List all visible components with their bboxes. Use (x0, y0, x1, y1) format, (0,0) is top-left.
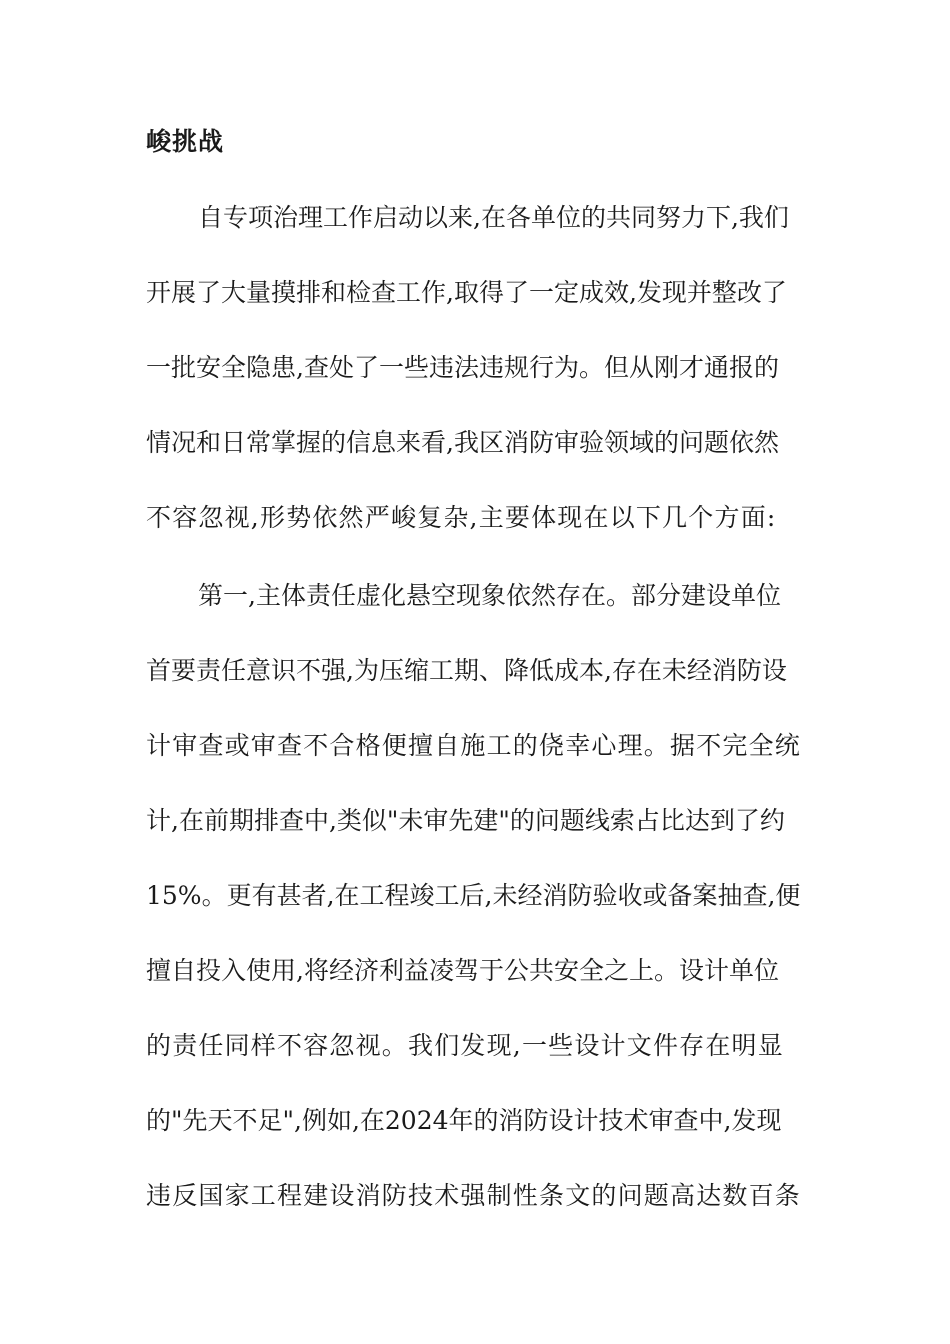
paragraph-1-line-5: 不容忽视,形势依然严峻复杂,主要体现在以下几个方面: (146, 503, 777, 532)
paragraph-2-line-9: 违反国家工程建设消防技术强制性条文的问题高达数百条 (146, 1181, 802, 1210)
paragraph-1-line-1: 自专项治理工作启动以来,在各单位的共同努力下,我们 (198, 203, 789, 232)
paragraph-1-line-3: 一批安全隐患,查处了一些违法违规行为。但从刚才通报的 (146, 353, 779, 382)
paragraph-2-line-1: 第一,主体责任虚化悬空现象依然存在。部分建设单位 (198, 581, 781, 610)
paragraph-2-line-8: 的"先天不足",例如,在2024年的消防设计技术审查中,发现 (146, 1106, 782, 1135)
paragraph-2-line-4: 计,在前期排查中,类似"未审先建"的问题线索占比达到了约 (146, 806, 785, 835)
paragraph-1-line-2: 开展了大量摸排和检查工作,取得了一定成效,发现并整改了 (146, 278, 787, 307)
paragraph-2-line-7: 的责任同样不容忽视。我们发现,一些设计文件存在明显 (146, 1031, 784, 1060)
paragraph-2-line-6: 擅自投入使用,将经济利益凌驾于公共安全之上。设计单位 (146, 956, 779, 985)
paragraph-2-line-2: 首要责任意识不强,为压缩工期、降低成本,存在未经消防设 (146, 656, 787, 685)
section-heading: 峻挑战 (146, 127, 225, 156)
paragraph-2-line-5: 15%。更有甚者,在工程竣工后,未经消防验收或备案抽查,便 (146, 881, 801, 910)
paragraph-1-line-4: 情况和日常掌握的信息来看,我区消防审验领域的问题依然 (146, 428, 779, 457)
paragraph-2-line-3: 计审查或审查不合格便擅自施工的侥幸心理。据不完全统 (146, 731, 802, 760)
